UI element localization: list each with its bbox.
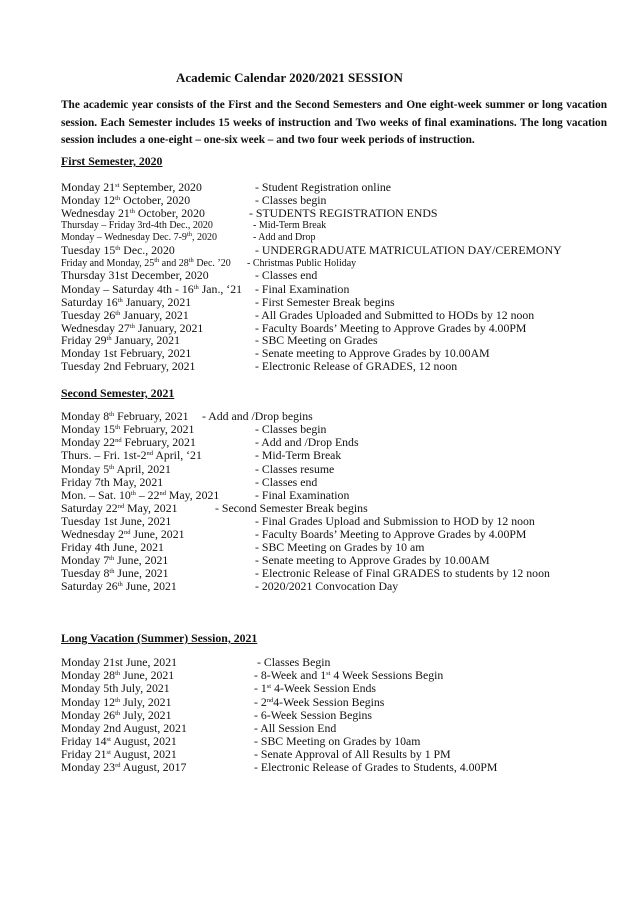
calendar-event: - Christmas Public Holiday: [247, 258, 357, 269]
calendar-date: Monday 26th July, 2021: [61, 708, 172, 722]
calendar-event: - Add and /Drop Ends: [255, 435, 359, 449]
calendar-date: Wednesday 2nd June, 2021: [61, 527, 185, 541]
calendar-event: - Classes begin: [255, 422, 327, 436]
calendar-event: - All Grades Uploaded and Submitted to HODs by 12 noon: [255, 308, 535, 322]
calendar-event: - Senate meeting to Approve Grades by 10.00AM: [255, 553, 490, 567]
calendar-date: Monday 23rd August, 2017: [61, 760, 187, 774]
calendar-event: - Final Examination: [255, 282, 350, 296]
calendar-date: Friday 29th January, 2021: [61, 333, 180, 347]
calendar-event: - Second Semester Break begins: [215, 501, 368, 515]
calendar-event: - Classes resume: [255, 462, 335, 476]
calendar-date: Monday 28th June, 2021: [61, 668, 175, 682]
calendar-event: - SBC Meeting on Grades: [255, 333, 378, 347]
page-title: Academic Calendar 2020/2021 SESSION: [176, 70, 403, 85]
calendar-event: - 2nd4-Week Session Begins: [254, 695, 385, 709]
calendar-date: Monday 5th April, 2021: [61, 462, 171, 476]
calendar-date: Wednesday 21th October, 2020: [61, 206, 205, 220]
calendar-event: - Final Examination: [255, 488, 350, 502]
calendar-event: - First Semester Break begins: [255, 295, 395, 309]
calendar-date: Thursday – Friday 3rd-4th Dec., 2020: [61, 220, 213, 231]
calendar-event: - 8-Week and 1st 4 Week Sessions Begin: [254, 668, 444, 682]
calendar-event: - Mid-Term Break: [253, 220, 327, 231]
calendar-date: Friday 7th May, 2021: [61, 475, 164, 489]
calendar-event: - All Session End: [254, 721, 337, 735]
intro-paragraph: The academic year consists of the First and the Second Semesters and One eight-week summer or long vacation session. Each Semester includes 15 weeks of instruction and Two weeks of final examinations. The long vacation session includes a one-eight – one-six week – and two four week periods of instruction.: [61, 99, 607, 146]
calendar-date: Monday 12th October, 2020: [61, 193, 191, 207]
calendar-date: Tuesday 2nd February, 2021: [61, 359, 196, 373]
calendar-date: Thurs. – Fri. 1st-2nd April, ‘21: [61, 448, 202, 462]
calendar-event: - Faculty Boards’ Meeting to Approve Grades by 4.00PM: [255, 527, 527, 541]
calendar-event: - STUDENTS REGISTRATION ENDS: [249, 206, 438, 220]
section-heading: First Semester, 2020: [61, 154, 163, 168]
calendar-date: Monday 21st September, 2020: [61, 180, 202, 194]
calendar-event: - SBC Meeting on Grades by 10 am: [255, 540, 425, 554]
calendar-date: Friday 21st August, 2021: [61, 747, 177, 761]
calendar-event: - Electronic Release of Grades to Students, 4.00PM: [254, 760, 498, 774]
calendar-date: Saturday 16th January, 2021: [61, 295, 192, 309]
calendar-event: - Classes begin: [255, 193, 327, 207]
calendar-event: - Final Grades Upload and Submission to HOD by 12 noon: [255, 514, 535, 528]
calendar-date: Monday 15th February, 2021: [61, 422, 195, 436]
calendar-date: Friday and Monday, 25th and 28th Dec. ’20: [61, 257, 231, 269]
calendar-event: - Electronic Release of Final GRADES to students by 12 noon: [255, 566, 550, 580]
calendar-event: - Electronic Release of GRADES, 12 noon: [255, 359, 458, 373]
calendar-event: - Senate meeting to Approve Grades by 10.00AM: [255, 346, 490, 360]
section-heading: Second Semester, 2021: [61, 386, 175, 400]
calendar-date: Saturday 22nd May, 2021: [61, 501, 178, 515]
calendar-event: - Mid-Term Break: [255, 448, 342, 462]
calendar-date: Friday 4th June, 2021: [61, 540, 164, 554]
calendar-date: Tuesday 1st June, 2021: [61, 514, 172, 528]
calendar-date: Monday 8th February, 2021: [61, 409, 189, 423]
section-heading: Long Vacation (Summer) Session, 2021: [61, 631, 258, 645]
calendar-date: Monday 7th June, 2021: [61, 553, 169, 567]
calendar-event: - UNDERGRADUATE MATRICULATION DAY/CEREMONY: [255, 243, 562, 257]
calendar-date: Thursday 31st December, 2020: [61, 268, 209, 282]
calendar-event: - Student Registration online: [255, 180, 391, 194]
calendar-date: Monday – Wednesday Dec. 7-9th, 2020: [61, 231, 217, 243]
calendar-date: Monday 1st February, 2021: [61, 346, 192, 360]
calendar-event: - Classes end: [255, 268, 318, 282]
calendar-date: Tuesday 26th January, 2021: [61, 308, 189, 322]
calendar-event: - 6-Week Session Begins: [254, 708, 372, 722]
calendar-date: Monday 21st June, 2021: [61, 655, 177, 669]
calendar-event: - SBC Meeting on Grades by 10am: [254, 734, 421, 748]
calendar-date: Monday 5th July, 2021: [61, 681, 170, 695]
calendar-date: Saturday 26th June, 2021: [61, 579, 177, 593]
calendar-event: - Add and Drop: [253, 232, 316, 243]
calendar-date: Wednesday 27th January, 2021: [61, 321, 204, 335]
calendar-event: - Faculty Boards’ Meeting to Approve Grades by 4.00PM: [255, 321, 527, 335]
calendar-event: - 1st 4-Week Session Ends: [254, 681, 377, 695]
calendar-date: Friday 14st August, 2021: [61, 734, 177, 748]
calendar-date: Mon. – Sat. 10th – 22nd May, 2021: [61, 488, 220, 502]
calendar-event: - Add and /Drop begins: [202, 409, 313, 423]
calendar-event: - Classes end: [255, 475, 318, 489]
calendar-event: - Senate Approval of All Results by 1 PM: [254, 747, 451, 761]
calendar-date: Monday 22nd February, 2021: [61, 435, 196, 449]
calendar-date: Monday 2nd August, 2021: [61, 721, 187, 735]
calendar-date: Tuesday 8th June, 2021: [61, 566, 169, 580]
calendar-date: Monday – Saturday 4th - 16th Jan., ‘21: [61, 282, 243, 296]
calendar-event: - Classes Begin: [257, 655, 331, 669]
calendar-date: Monday 12th July, 2021: [61, 695, 172, 709]
calendar-event: - 2020/2021 Convocation Day: [255, 579, 399, 593]
calendar-date: Tuesday 15th Dec., 2020: [61, 243, 175, 257]
